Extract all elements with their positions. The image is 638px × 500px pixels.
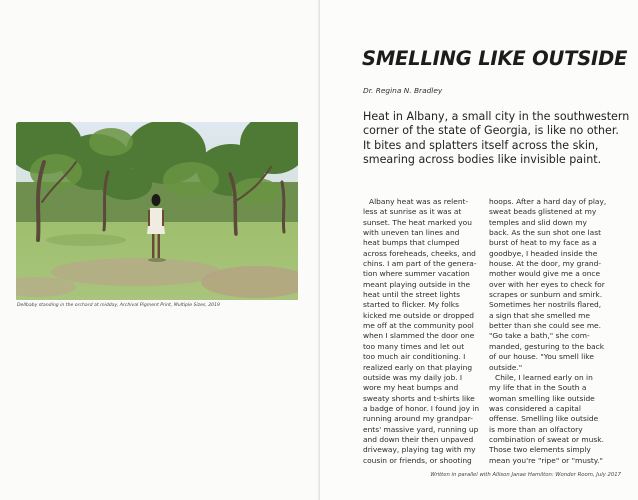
body-text-line: less at sunrise as it was at [363,207,462,217]
body-text-line: back. As the sun shot one last [489,228,602,238]
body-text-line: sunset. The heat marked you [363,217,472,227]
body-text-line: with uneven tan lines and [363,228,460,238]
article-lede [363,110,628,168]
body-text-line: kicked me outside or dropped [363,310,475,320]
body-text-line: sweaty shorts and t-shirts like [363,393,475,403]
body-text-line: cousin or friends, or shooting [363,455,472,465]
orchard-photo [16,122,298,300]
body-text-line: meant playing outside in the [363,279,471,289]
body-text-line: hoops. After a hard day of play, [489,197,607,206]
body-text-line: was considered a capital [489,403,581,413]
body-text-line: too many times and let out [363,341,465,351]
body-text-line: temples and slid down my [489,217,587,227]
body-text-line: Those two elements simply [489,445,591,455]
body-text-line: goodbye, I headed inside the [489,248,598,258]
body-text-line: burst of heat to my face as a [489,238,597,248]
article-author: Dr. Regina N. Bradley [363,86,443,95]
body-text-line: mother would give me a once [489,269,601,279]
body-text-line: a sign that she smelled me [489,310,590,320]
body-text-line: mean you're "ripe" or "musty." [489,455,603,465]
body-text-line: heat bumps that clumped [363,238,460,248]
body-text-line: of our house. "You smell like [489,352,594,362]
lede-line: smearing across bodies like invisible paint. [363,153,602,167]
body-text-line: outside." [489,362,523,372]
lede-line: It bites and splatters itself across the skin, [363,138,599,152]
body-text-line: me off at the community pool [363,321,474,331]
body-text-line: offense. Smelling like outside [489,414,599,424]
orchard-photo-image [16,122,298,300]
body-text-line: too much air conditioning. I [363,352,466,362]
body-text-line: driveway, playing tag with my [363,445,476,455]
body-text-line: and down their then unpaved [363,434,474,444]
lede-line: Heat in Albany, a small city in the southwestern [363,110,630,123]
body-text-line: scrapes or sunburn and smirk. [489,290,603,300]
body-column-2 [489,197,614,466]
body-text-line: across foreheads, cheeks, and [363,248,476,258]
body-text-line: "Go take a bath," she com- [489,331,590,341]
body-text-line: house. At the door, my grand- [489,259,602,269]
body-text-line: when I slammed the door one [363,331,475,341]
body-text-line: Sometimes her nostrils flared, [489,300,602,310]
body-text-line: my life that in the South a [489,383,587,393]
body-text-line: heat until the street lights [363,290,461,300]
body-text-line: wore my heat bumps and [363,383,459,393]
body-text-line: over with her eyes to check for [489,279,605,289]
body-text-line: started to flicker. My folks [363,300,459,310]
body-text-line: ents' massive yard, running up [363,424,479,434]
body-column-1 [363,197,488,466]
article-footer-note: Written in parallel with Allison Janae Hamilton: Wonder Room, July 2017 [430,472,621,478]
lede-line: corner of the state of Georgia, is like no other. [363,124,619,138]
body-text-line: combination of sweat or musk. [489,434,604,444]
photo-caption: Dellbaby standing in the orchard at midday, Archival Pigment Print, Multiple Sizes, 2019 [17,303,220,308]
article-title: SMELLING LIKE OUTSIDE [362,47,628,70]
body-text-line: manded, gesturing to the back [489,341,605,351]
body-text-line: Chile, I learned early on in [495,372,593,382]
body-text-line: outside was my daily job. I [363,372,463,382]
body-text-line: running around my grandpar- [363,414,473,424]
body-text-line: sweat beads glistened at my [489,207,597,217]
body-text-line: woman smelling like outside [489,393,595,403]
body-text-line: realized early on that playing [363,362,473,372]
body-text-line: a badge of honor. I found joy in [363,403,480,413]
body-text-line: better than she could see me. [489,321,602,331]
body-text-line: chins. I am part of the genera- [363,259,477,269]
body-text-line: Albany heat was as relent- [369,197,469,206]
body-text-line: tion where summer vacation [363,269,470,279]
body-text-line: is more than an olfactory [489,424,583,434]
